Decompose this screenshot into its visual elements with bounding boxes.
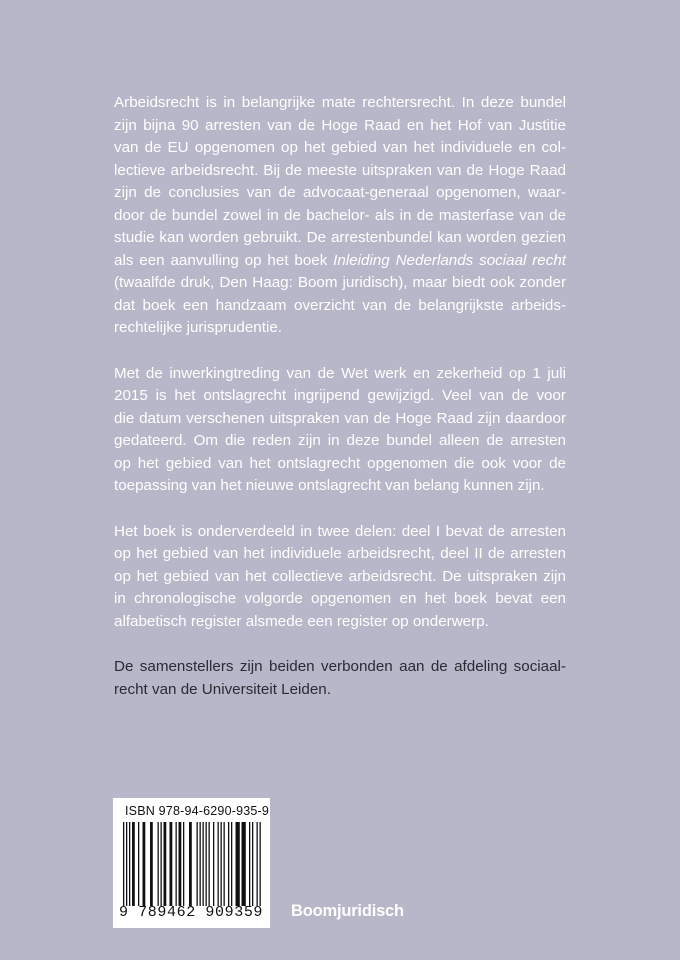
back-cover-text (114, 92, 566, 724)
barcode-bar (252, 822, 253, 906)
text-line: zijn de conclusies van de advocaat-generaal opgenomen, waar- (114, 184, 566, 201)
barcode-bar (183, 822, 184, 906)
isbn-barcode (113, 798, 270, 928)
barcode-bar (132, 822, 135, 906)
barcode-bar (221, 822, 222, 906)
text-line: alfabetisch register alsmede een register op onderwerp. (114, 612, 489, 630)
barcode-bar (242, 822, 246, 906)
barcode-bar (143, 822, 146, 906)
text-line-part: als een aanvulling op het boek (114, 251, 334, 269)
text-line: op het gebied van het individuele arbeidsrecht, deel II de arresten (114, 545, 566, 562)
text-line: gedateerd. Om die reden zijn in deze bundel alleen de arresten (114, 432, 566, 449)
blurb-paragraph-1 (114, 92, 566, 340)
barcode-bar (249, 822, 250, 906)
authors-paragraph (114, 656, 566, 701)
barcode-number: 9 789462 909359 (119, 904, 264, 921)
blurb-paragraph-3 (114, 521, 566, 634)
text-line: toepassing van het nieuwe ontslagrecht van belang kunnen zijn. (114, 477, 545, 494)
barcode-bar (170, 822, 173, 906)
barcode-bar (228, 822, 229, 906)
isbn-label: ISBN 978-94-6290-935-9 (125, 804, 270, 818)
text-line: rechtelijke jurisprudentie. (114, 319, 282, 336)
text-line: 2015 is het ontslagrecht ingrijpend gewijzigd. Veel van de voor (114, 387, 566, 404)
text-line: De samenstellers zijn beiden verbonden aan de afdeling sociaal- (114, 658, 566, 675)
barcode-bar (158, 822, 159, 906)
text-line: van de EU opgenomen op het gebied van het individuele en col- (114, 139, 566, 156)
text-line: Het boek is onderverdeeld in twee delen: deel I bevat de arresten (114, 522, 566, 540)
barcode-bar (164, 822, 167, 906)
barcode-bar (206, 822, 207, 906)
book-title: Inleiding Nederlands sociaal recht (333, 251, 566, 269)
barcode-bar (179, 822, 182, 906)
barcode-bar (209, 822, 210, 906)
text-line: die datum verschenen uitspraken van de Hoge Raad zijn daardoor (114, 409, 566, 427)
text-line: door de bundel zowel in de bachelor- als in de masterfase van de (114, 206, 566, 224)
text-line: zijn bijna 90 arresten van de Hoge Raad en het Hof van Justitie (114, 116, 566, 134)
text-line: (twaalfde druk, Den Haag: Boom juridisch), maar biedt ook zonder (114, 274, 566, 291)
barcode-bar (129, 822, 130, 906)
barcode-bar (231, 822, 232, 906)
barcode-bar (126, 822, 127, 906)
barcode-bar (203, 822, 204, 906)
barcode-bar (123, 822, 124, 906)
barcode-bar (257, 822, 258, 906)
text-line: in chronologische volgorde opgenomen en het boek bevat een (114, 590, 566, 607)
blurb-paragraph-2 (114, 363, 566, 498)
publisher-logo: Boomjuridisch (291, 902, 404, 920)
barcode-bar (150, 822, 153, 906)
barcode-bar (218, 822, 219, 906)
barcode-bar (200, 822, 201, 906)
barcode-bar (224, 822, 225, 906)
text-line: Met de inwerkingtreding van de Wet werk en zekerheid op 1 juli (114, 364, 566, 382)
barcode-bar (161, 822, 162, 906)
barcode-bar (213, 822, 214, 906)
barcode-bar (138, 822, 139, 906)
barcode-bars (123, 822, 261, 906)
text-line: studie kan worden gebruikt. De arrestenbundel kan worden gezien (114, 229, 566, 246)
barcode-bar (236, 822, 240, 906)
barcode-bar (189, 822, 192, 906)
barcode-bar (197, 822, 198, 906)
barcode-bar (176, 822, 177, 906)
text-line: op het gebied van het ontslagrecht opgenomen die ook voor de (114, 454, 566, 472)
text-line: dat boek een handzaam overzicht van de belangrijkste arbeids- (114, 296, 566, 314)
text-line: op het gebied van het collectieve arbeidsrecht. De uitspraken zijn (114, 567, 566, 585)
text-line: lectieve arbeidsrecht. Bij de meeste uitspraken van de Hoge Raad (114, 161, 566, 179)
text-line: recht van de Universiteit Leiden. (114, 680, 331, 698)
barcode-bar (260, 822, 261, 906)
text-line: Arbeidsrecht is in belangrijke mate rechtersrecht. In deze bundel (114, 94, 566, 111)
text-line (114, 250, 566, 273)
